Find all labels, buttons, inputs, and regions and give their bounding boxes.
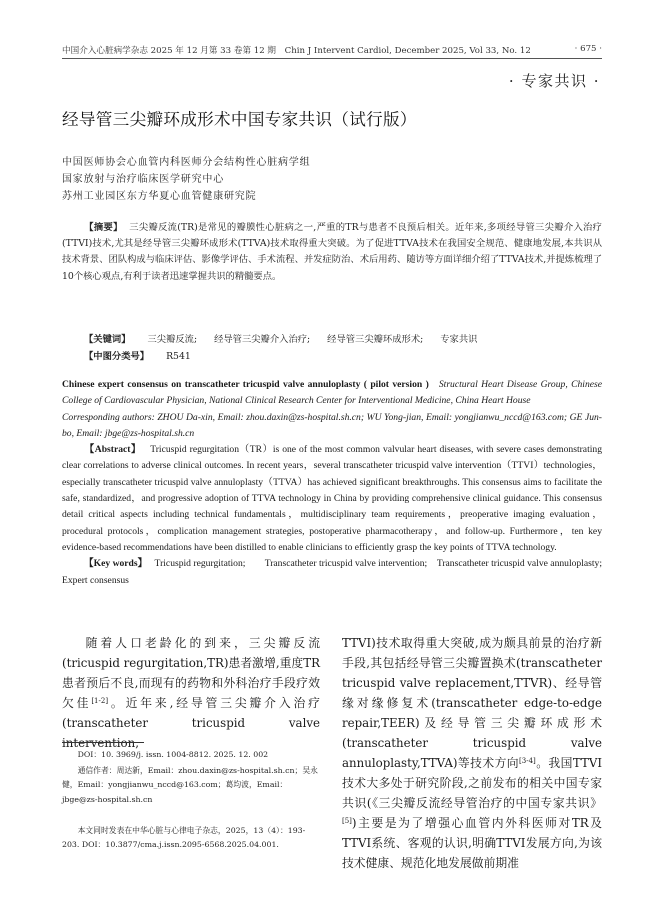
english-front-matter (62, 377, 622, 589)
keywords-en: Tricuspid regurgitation; Transcatheter tricuspid valve intervention; Transcatheter tricuspid valve annuloplasty; Expert consensus (62, 558, 622, 586)
body-right-text-2: 。我国TTVI技术大多处于研究阶段,之前发布的相关中国专家共识(《三尖瓣反流经导管治疗的中国专家共识》 (342, 756, 603, 810)
affiliation-3: 苏州工业园区东方华夏心血管健康研究院 (62, 191, 257, 202)
keywords-zh-label: 【关键词】 (84, 334, 131, 345)
article-title-zh: 经导管三尖瓣环成形术中国专家共识（试行版） (62, 110, 417, 129)
body-right-column (342, 633, 602, 873)
abstract-en: Tricuspid regurgitation（TR）is one of the most common valvular heart diseases, with severe cases demonstrating clear correlations to adverse clinical outcomes. In recent years，several transcatheter tricuspid valve intervention（TTVI）technologies，especially transcatheter tricuspid valve annuloplasty（TTVA）has achieved significant breakthroughs. This consensus aims to facilitate the safe, standardized，and progressive adoption of TTVA technology in China by providing comprehensive clinical guidance. This consensus detail critical aspects including technical fundamentals，multidisciplinary team requirements，preoperative imaging evaluation，procedural protocols，complication management strategies, postoperative pharmacotherapy，and follow-up. Furthermore，ten key evidence-based recommendations have been distilled to enable clinicians to efficiently grasp the key points of TTVA technology. (62, 444, 602, 553)
abstract-zh (62, 220, 602, 285)
abstract-zh-label: 【摘要】 (84, 222, 123, 233)
running-header (62, 44, 602, 56)
keyword-zh-2: 经导管三尖瓣介入治疗; (214, 334, 311, 345)
keywords-zh (84, 331, 491, 345)
title-en: Chinese expert consensus on transcatheter tricuspid valve annuloplasty ( pilot version ) (62, 379, 429, 390)
keyword-zh-1: 三尖瓣反流; (147, 334, 198, 345)
clc-zh (84, 348, 205, 362)
clc-zh-value: R541 (166, 351, 191, 362)
keyword-zh-4: 专家共识 (440, 334, 478, 345)
clc-zh-label: 【中图分类号】 (84, 351, 150, 362)
body-left-text-1: 随着人口老龄化的到来，三尖瓣反流(tricuspid regurgitation,TR)患者激增,重度TR患者预后不良,而现有的药物和外科治疗手段疗效欠佳 (62, 636, 320, 710)
citation-5: [5] (342, 817, 352, 825)
citation-1-2: [1-2] (91, 697, 109, 705)
abstract-en-label: 【Abstract】 (84, 444, 142, 456)
corresponding-en: Corresponding authors: ZHOU Da-xin, Email: zhou.daxin@zs-hospital.sh.cn; WU Yong-jian, Email: yongjianwu_nccd@163.com; GE Jun-bo, Email: jbge@zs-hospital.sh.cn (62, 411, 602, 439)
body-right-text-3: )主要是为了增强心血管内外科医师对TR及TTVI系统、客观的认识,明确TTVI发展方向,为该技术健康、规范化地发展做前期准 (342, 816, 602, 870)
keywords-en-label: 【Key words】 (84, 558, 148, 570)
affiliation-1: 中国医师协会心血管内科医师分会结构性心脏病学组 (62, 157, 311, 168)
body-left-column (62, 633, 320, 753)
keyword-zh-3: 经导管三尖瓣环成形术; (327, 334, 424, 345)
footnote-doi: DOI：10. 3969/j. issn. 1004-8812. 2025. 12. 002 (77, 750, 269, 759)
header-divider (62, 58, 602, 59)
citation-3-4: [3-4] (519, 757, 536, 765)
body-left-text-2: 。近年来,经导管三尖瓣介入治疗(transcatheter tricuspid valve intervention, (62, 696, 320, 750)
running-header-journal: 中国介入心脏病学杂志 2025 年 12 月第 33 卷第 12 期 Chin J Intervent Cardiol, December 2025, Vol 33, No. 12 (62, 46, 531, 56)
abstract-zh-text: 三尖瓣反流(TR)是常见的瓣膜性心脏病之一,严重的TR与患者不良预后相关。近年来,多项经导管三尖瓣介入治疗(TTVI)技术,尤其是经导管三尖瓣环成形术(TTVA)技术取得重大突破。为了促进TTVA技术在我国安全规范、健康地发展,本共识从技术背景、团队构成与临床评估、影像学评估、手术流程、并发症防治、术后用药、随访等方面详细介绍了TTVA技术,并提炼梳理了10个核心观点,有利于读者迅速掌握共识的精髓要点。 (62, 222, 602, 282)
page-number: · 675 · (574, 44, 602, 54)
affiliation-2: 国家放射与治疗临床医学研究中心 (62, 174, 224, 185)
footnote-correspondence: 通信作者：周达新，Email：zhou.daxin@zs-hospital.sh.cn；吴永健，Email：yongjianwu_nccd@163.com；葛均波，Email：jbge@zs-hospital.sh.cn (62, 766, 318, 804)
footnote-copublication: 本文同时发表在中华心脏与心律电子杂志，2025，13（4）：193-203. DOI：10.3877/cma.j.issn.2095-6568.2025.04.001. (62, 826, 306, 850)
section-label: · 专家共识 · (508, 72, 600, 90)
groups-en: Structural Heart Disease Group, Chinese College of Cardiovascular Physician, National Clinical Research Center for Interventional Medicine, China Heart House (62, 379, 602, 407)
footnote-divider (62, 742, 144, 743)
body-right-text-1: TTVI)技术取得重大突破,成为颇具前景的治疗新手段,其包括经导管三尖瓣置换术(transcatheter tricuspid valve replacement,TTVR)、经导管缘对缘修复术(transcatheter edge-to-edge repair,TEER)及经导管三尖瓣环成形术(transcatheter tricuspid valve annuloplasty,TTVA)等技术方向 (342, 636, 602, 770)
